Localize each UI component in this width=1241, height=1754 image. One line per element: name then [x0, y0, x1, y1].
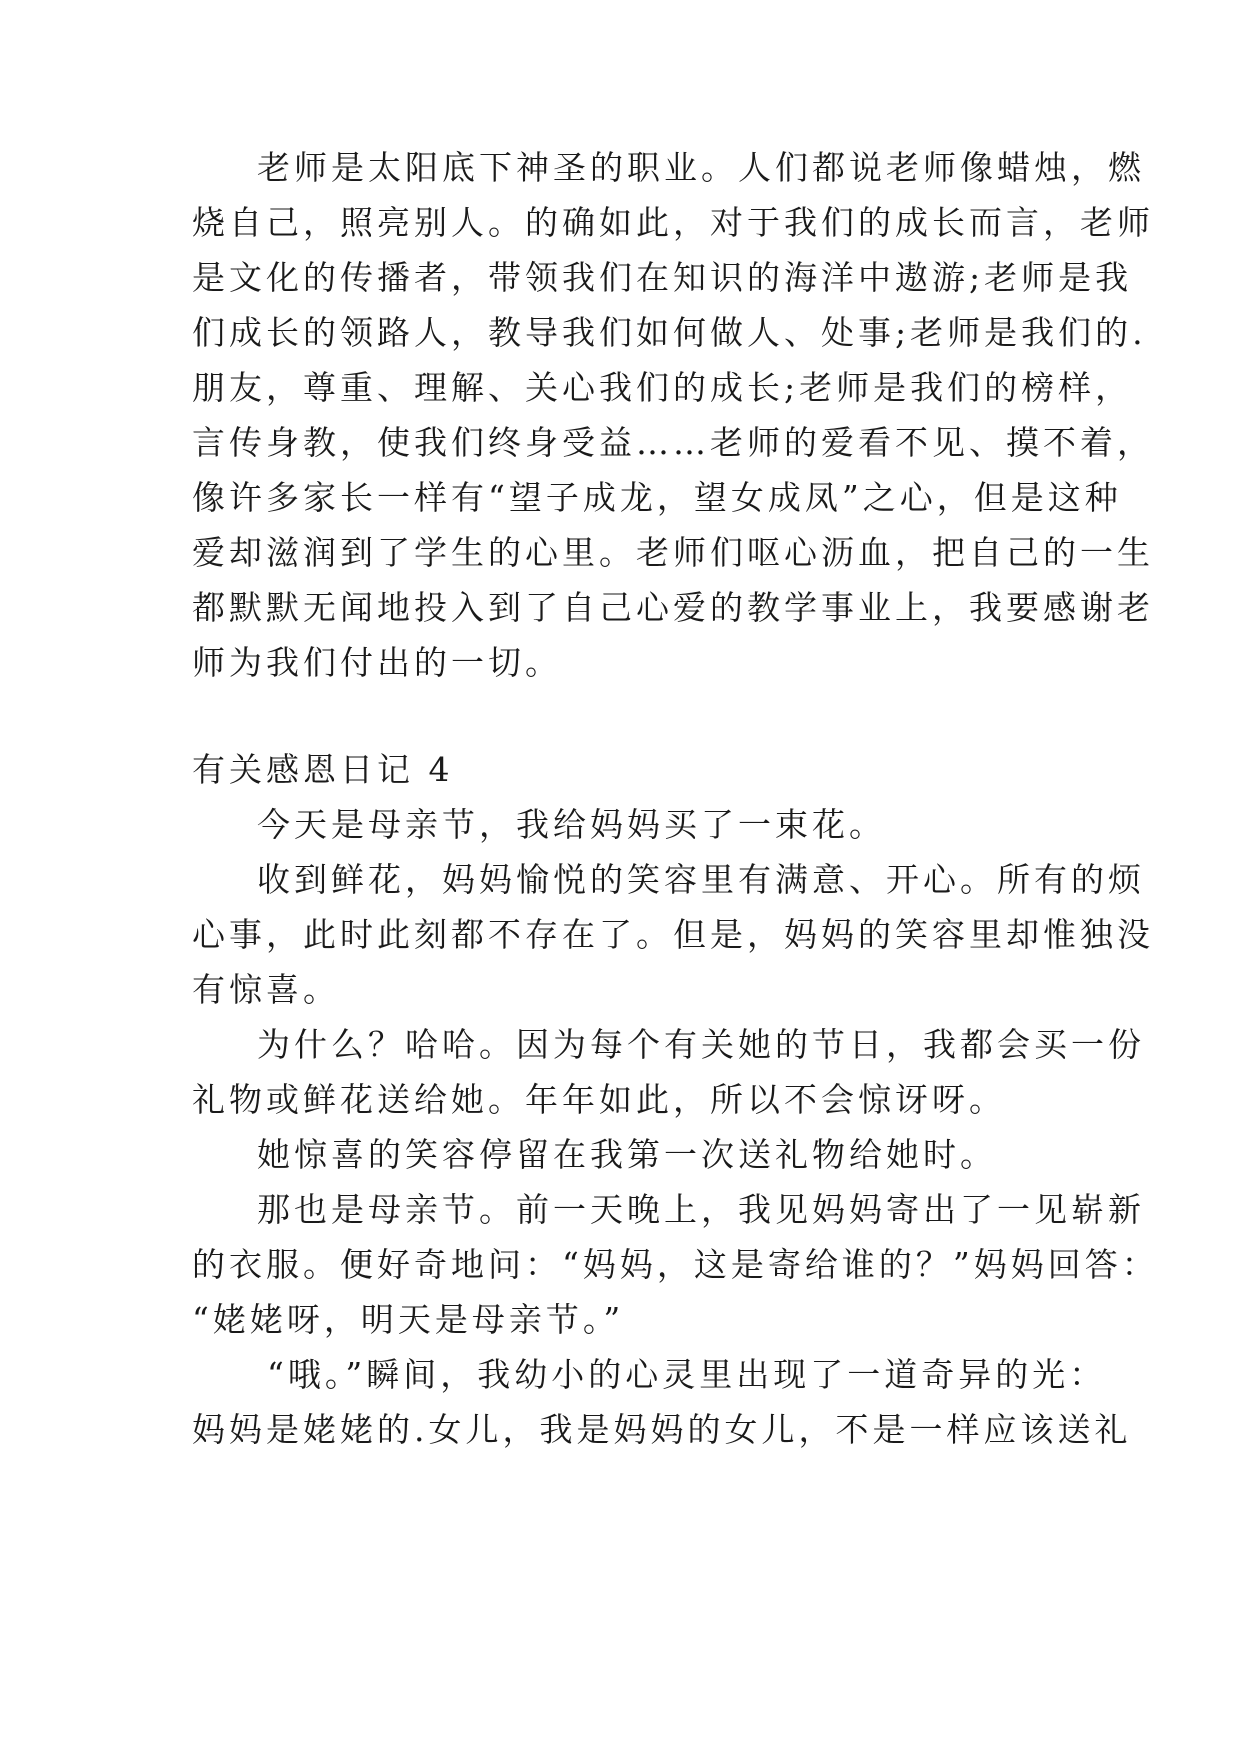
- text-line: 言传身教，使我们终身受益……老师的爱看不见、摸不着，: [192, 423, 1154, 462]
- text-line: 像许多家长一样有“望子成龙，望女成凤”之心，但是这种: [192, 478, 1122, 517]
- text-line: 为什么？哈哈。因为每个有关她的节日，我都会买一份: [257, 1025, 1145, 1064]
- text-line: 心事，此时此刻都不存在了。但是，妈妈的笑容里却惟独没: [192, 915, 1154, 954]
- text-line: 烧自己，照亮别人。的确如此，对于我们的成长而言，老师: [192, 203, 1154, 242]
- text-line: 她惊喜的笑容停留在我第一次送礼物给她时。: [257, 1135, 997, 1174]
- section-title: 有关感恩日记 4: [192, 750, 454, 789]
- text-line: 今天是母亲节，我给妈妈买了一束花。: [257, 805, 886, 844]
- text-line: 爱却滋润到了学生的心里。老师们呕心沥血，把自己的一生: [192, 533, 1154, 572]
- text-line: 老师是太阳底下神圣的职业。人们都说老师像蜡烛，燃: [257, 148, 1145, 187]
- text-line: 的衣服。便好奇地问：“妈妈，这是寄给谁的？”妈妈回答：: [192, 1245, 1159, 1284]
- text-line: 有惊喜。: [192, 970, 340, 1009]
- text-line: 妈妈是姥姥的.女儿，我是妈妈的女儿，不是一样应该送礼: [192, 1410, 1132, 1449]
- text-line: 师为我们付出的一切。: [192, 643, 562, 682]
- text-line: 们成长的领路人，教导我们如何做人、处事;老师是我们的.: [192, 313, 1147, 352]
- text-line: 礼物或鲜花送给她。年年如此，所以不会惊讶呀。: [192, 1080, 1006, 1119]
- text-line: 都默默无闻地投入到了自己心爱的教学事业上，我要感谢老: [192, 588, 1154, 627]
- text-line: “姥姥呀，明天是母亲节。”: [192, 1300, 625, 1339]
- text-line: 是文化的传播者，带领我们在知识的海洋中遨游;老师是我: [192, 258, 1133, 297]
- text-line: “哦。”瞬间，我幼小的心灵里出现了一道奇异的光：: [267, 1355, 1107, 1394]
- text-line: 朋友，尊重、理解、关心我们的成长;老师是我们的榜样，: [192, 368, 1133, 407]
- text-line: 收到鲜花，妈妈愉悦的笑容里有满意、开心。所有的烦: [257, 860, 1145, 899]
- text-line: 那也是母亲节。前一天晚上，我见妈妈寄出了一见崭新: [257, 1190, 1145, 1229]
